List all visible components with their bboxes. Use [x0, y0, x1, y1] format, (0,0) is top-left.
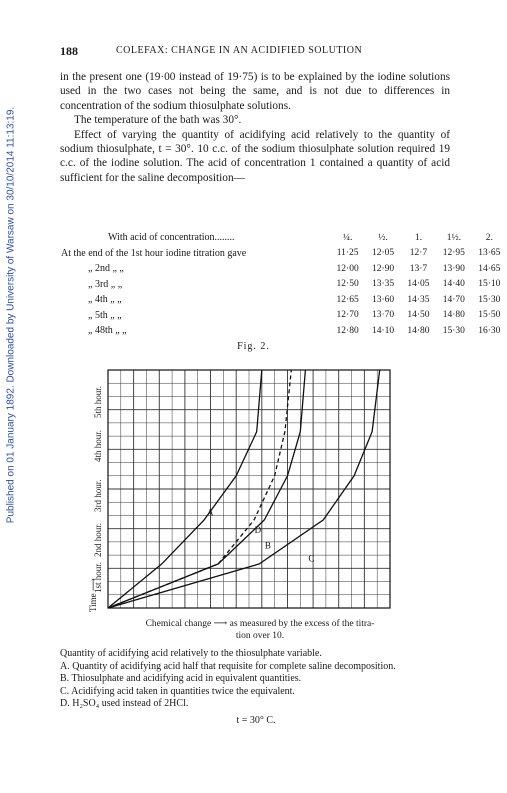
table-cell: 15·30 [478, 294, 501, 305]
table-cell: 14·40 [442, 279, 465, 290]
paragraph-1: in the present one (19·00 instead of 19·75) is to be explained by the iodine solutions used in the two cases not being the same, and is not due to differences in concentration of the sodium thiosulphate solutions. [60, 71, 450, 112]
x-caption-line-2: tion over 10. [235, 631, 285, 641]
table-cell: 13·90 [442, 263, 465, 274]
conc-header: ½. [378, 232, 388, 243]
table-cell: 13·65 [478, 248, 501, 259]
row-label: „ 2nd „ „ [88, 263, 124, 275]
provenance-text: Published on 01 January 1892. Downloaded by University of Warsaw on 30/10/2014 11:13:19. [5, 106, 17, 524]
x-caption-line-1: Chemical change ⟶ as measured by the excess of the titra- [145, 619, 375, 629]
figure-legend [60, 648, 452, 727]
table-cell: 11·25 [336, 248, 359, 259]
conc-header: ¼. [342, 232, 353, 243]
hour-label-4: 4th hour. [93, 429, 103, 462]
table-cell: 14·80 [442, 310, 465, 321]
curve-label-b: B [264, 540, 271, 551]
conc-header: 2. [485, 232, 493, 243]
paragraph-3: Effect of varying the quantity of acidifying acid relatively to the quantity of sodium thiosulphate, t = 30°. 10 c.c. of the sodium thiosulphate solution required 19 c.c. of the iodine solution. The acid of concentration 1 contained a quantity of acid sufficient for the saline decomposition— [60, 128, 450, 184]
table-cell: 12·50 [336, 279, 359, 290]
table-cell: 16·30 [478, 325, 501, 336]
table-cell: 13·7 [409, 263, 428, 274]
table-cell: 14·50 [407, 310, 430, 321]
table-cell: 15·50 [478, 310, 501, 321]
table-cell: 12·80 [336, 325, 359, 336]
table-cell: 12·7 [409, 248, 428, 259]
paragraph-2: The temperature of the bath was 30°. [74, 114, 242, 127]
legend-item-c: C. Acidifying acid taken in quantities twice the equivalent. [60, 685, 295, 697]
legend-item-d: D. H₂SO₄ used instead of 2HCl. [60, 698, 189, 709]
curve-label-d: D [254, 525, 262, 536]
table-cell: 14·65 [478, 263, 501, 274]
hour-label-1: 1st hour. [93, 561, 103, 593]
table-cell: 12·95 [442, 248, 465, 259]
table-cell: 14·70 [442, 294, 465, 305]
figure-title: Fig. 2. [237, 341, 270, 352]
legend-temperature: t = 30° C. [236, 714, 276, 726]
curve-label-c: C [308, 553, 315, 564]
table-cell: 12·05 [371, 248, 395, 259]
row-label: „ 4th „ „ [88, 294, 122, 306]
row-label: „ 3rd „ „ [88, 278, 123, 290]
table-cell: 14·10 [371, 325, 395, 336]
x-axis-caption [100, 618, 420, 642]
legend-item-a: A. Quantity of acidifying acid half that requisite for complete saline decomposition. [60, 660, 396, 672]
table-cell: 12·90 [371, 263, 395, 274]
hour-label-2: 2nd hour. [93, 522, 103, 557]
conc-header: 1½. [446, 232, 461, 243]
table-cell: 14·80 [407, 325, 430, 336]
row-label: At the end of the 1st hour iodine titration gave [61, 247, 247, 259]
curve-label-a: A [207, 507, 214, 518]
y-axis-time-label: Time ⟶ [88, 578, 98, 612]
table-cell: 14·35 [407, 294, 430, 305]
table-cell: 13·60 [371, 294, 395, 305]
conc-header: 1. [414, 232, 422, 243]
table-header-label: With acid of concentration........ [108, 232, 235, 244]
table-cell: 12·00 [336, 263, 359, 274]
table-cell: 13·35 [371, 279, 395, 290]
table-cell: 15·30 [442, 325, 465, 336]
table-cell: 12·65 [336, 294, 359, 305]
table-cell: 14·05 [407, 279, 430, 290]
chart-grid [108, 370, 390, 608]
table-cell: 15·10 [478, 279, 501, 290]
row-label: „ 48th „ „ [88, 325, 127, 337]
legend-item-b: B. Thiosulphate and acidifying acid in equivalent quantities. [60, 673, 302, 684]
running-title: COLEFAX: CHANGE IN AN ACIDIFIED SOLUTION [116, 45, 363, 56]
table-cell: 12·70 [336, 310, 359, 321]
legend-intro: Quantity of acidifying acid relatively to the thiosulphate variable. [60, 648, 322, 659]
table-cell: 13·70 [371, 310, 395, 321]
hour-label-5: 5th hour. [93, 385, 103, 418]
row-label: „ 5th „ „ [88, 309, 122, 321]
page-number: 188 [60, 44, 78, 58]
hour-label-3: 3rd hour. [93, 479, 103, 512]
